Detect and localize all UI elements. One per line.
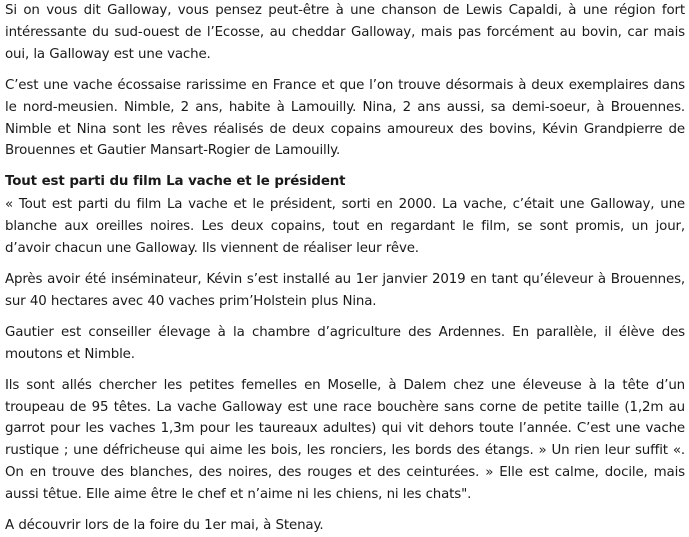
section-subheading: Tout est parti du film La vache et le président [5, 174, 346, 190]
intro-paragraph: Si on vous dit Galloway, vous pensez peut-être à une chanson de Lewis Capaldi, à une région fort intéressante du sud-ouest de l’Ecosse, au cheddar Galloway, mais pas forcément au bovin, car mais oui, la Galloway est une vache. [5, 3, 685, 62]
closing-line: A découvrir lors de la foire du 1er mai, à Stenay. [5, 518, 324, 534]
paragraph-galloway-origin: C’est une vache écossaise rarissime en France et que l’on trouve désormais à deux exemplaires dans le nord-meusien. Nimble, 2 ans, habite à Lamouilly. Nina, 2 ans aussi, sa demi-soeur, à Brouennes. Nimble et Nina sont les rêves réalisés de deux copains amoureux des bovins, Kévin Grandpierre de Brouennes et Gautier Mansart-Rogier de Lamouilly. [5, 77, 685, 159]
paragraph-breed-description: Ils sont allés chercher les petites femelles en Moselle, à Dalem chez une éleveuse à la tête d’un troupeau de 95 têtes. La vache Galloway est une race bouchère sans corne de petite taille (1,2m au garrot pour les vaches 1,3m pour les taureaux adultes) qui vit dehors toute l’année. C’est une vache rustique ; une défricheuse qui aime les bois, les ronciers, les bords des étangs. » Un rien leur suffit «. On en trouve des blanches, des noires, des rouges et des ceinturées. » Elle est calme, docile, mais aussi têtue. Elle aime être le chef et n’aime ni les chiens, ni les chats". [5, 377, 685, 503]
paragraph-gautier: Gautier est conseiller élevage à la chambre d’agriculture des Ardennes. En parallèle, il élève des moutons et Nimble. [5, 324, 685, 362]
paragraph-kevin: Après avoir été inséminateur, Kévin s’est installé au 1er janvier 2019 en tant qu’éleveur à Brouennes, sur 40 hectares avec 40 vaches prim’Holstein plus Nina. [5, 271, 685, 309]
article-body [5, 0, 685, 537]
paragraph-film-story: « Tout est parti du film La vache et le président, sorti en 2000. La vache, c’était une Galloway, une blanche aux oreilles noires. Les deux copains, tout en regardant le film, se sont promis, un jour, d’avoir chacun une Galloway. Ils viennent de réaliser leur rêve. [5, 197, 685, 257]
